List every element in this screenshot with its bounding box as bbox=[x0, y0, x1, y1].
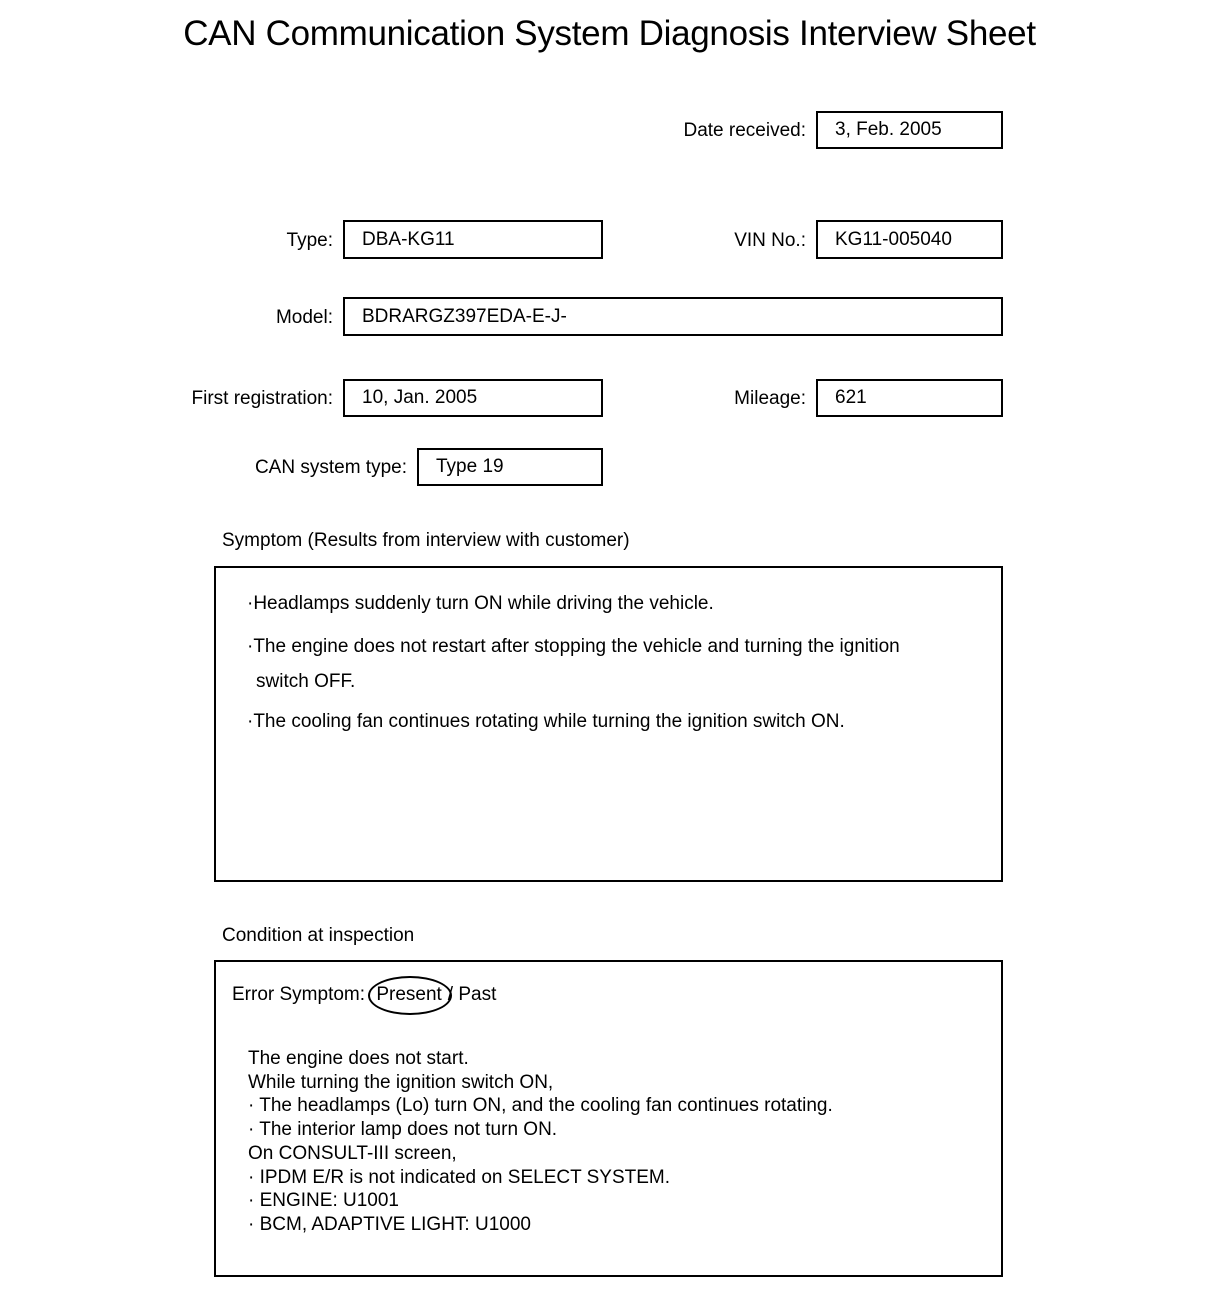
can-system-type-value: Type 19 bbox=[436, 456, 504, 477]
date-received-field[interactable] bbox=[816, 111, 1003, 149]
condition-panel[interactable] bbox=[214, 960, 1003, 1277]
model-value: BDRARGZ397EDA-E-J- bbox=[362, 305, 567, 327]
condition-line: · IPDM E/R is not indicated on SELECT SYSTEM. bbox=[248, 1166, 671, 1188]
model-label: Model: bbox=[275, 307, 333, 328]
error-symptom-label: Error Symptom: bbox=[232, 984, 366, 1005]
mileage-field[interactable] bbox=[816, 379, 1003, 417]
error-symptom-row bbox=[232, 984, 496, 1006]
symptom-item-continuation: switch OFF. bbox=[256, 671, 356, 692]
type-label: Type: bbox=[286, 230, 333, 251]
vin-value: KG11-005040 bbox=[835, 228, 952, 250]
mileage-label: Mileage: bbox=[734, 388, 806, 409]
symptom-item: ·Headlamps suddenly turn ON while driving the vehicle. bbox=[247, 593, 714, 614]
error-symptom-past[interactable]: / Past bbox=[447, 984, 497, 1005]
symptom-item: ·The engine does not restart after stopping the vehicle and turning the ignition bbox=[247, 636, 900, 657]
can-system-type-field[interactable] bbox=[417, 448, 603, 486]
date-received-label: Date received: bbox=[683, 120, 806, 141]
first-registration-field[interactable] bbox=[343, 379, 603, 417]
condition-heading: Condition at inspection bbox=[222, 925, 415, 946]
mileage-value: 621 bbox=[835, 387, 867, 408]
error-symptom-present-circled[interactable]: Present bbox=[370, 984, 447, 1006]
page-title: CAN Communication System Diagnosis Interview Sheet bbox=[183, 14, 1036, 53]
condition-line: · BCM, ADAPTIVE LIGHT: U1000 bbox=[248, 1213, 531, 1235]
condition-details bbox=[248, 1047, 833, 1237]
symptom-panel[interactable] bbox=[214, 566, 1003, 882]
first-registration-label: First registration: bbox=[191, 388, 333, 409]
type-value: DBA-KG11 bbox=[362, 228, 455, 250]
condition-line: · The interior lamp does not turn ON. bbox=[248, 1119, 558, 1141]
condition-line: · The headlamps (Lo) turn ON, and the cooling fan continues rotating. bbox=[248, 1095, 833, 1117]
condition-line: · ENGINE: U1001 bbox=[248, 1190, 399, 1212]
can-system-type-label: CAN system type: bbox=[254, 457, 407, 478]
vin-field[interactable] bbox=[816, 220, 1003, 259]
condition-line: The engine does not start. bbox=[248, 1048, 469, 1069]
first-registration-value: 10, Jan. 2005 bbox=[362, 387, 478, 408]
condition-line: While turning the ignition switch ON, bbox=[248, 1071, 554, 1093]
symptom-heading: Symptom (Results from interview with customer) bbox=[222, 530, 630, 551]
date-received-value: 3, Feb. 2005 bbox=[835, 119, 942, 140]
symptom-item: ·The cooling fan continues rotating while turning the ignition switch ON. bbox=[247, 711, 845, 732]
vin-label: VIN No.: bbox=[734, 230, 806, 251]
condition-line: On CONSULT-III screen, bbox=[248, 1142, 457, 1164]
model-field[interactable] bbox=[343, 297, 1003, 336]
type-field[interactable] bbox=[343, 220, 603, 259]
